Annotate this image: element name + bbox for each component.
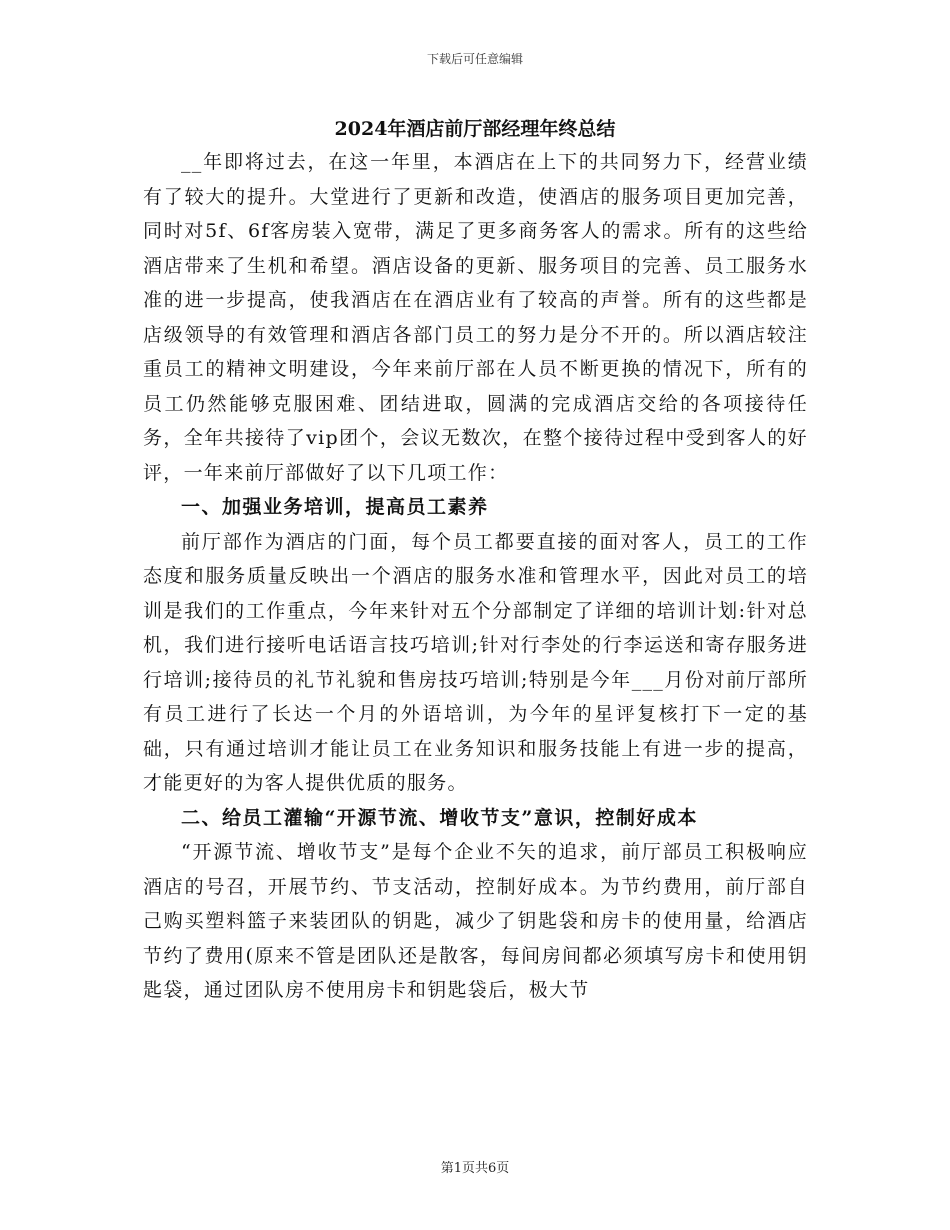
document-body — [143, 145, 808, 1008]
section-heading-2: 二、给员工灌输“开源节流、增收节支”意识，控制好成本 — [181, 806, 698, 829]
section-paragraph-1: 前厅部作为酒店的门面，每个员工都要直接的面对客人，员工的工作态度和服务质量反映出一个酒店的服务水准和管理水平，因此对员工的培训是我们的工作重点，今年来针对五个分部制定了详细的培训计划:针对总机，我们进行接听电话语言技巧培训;针对行李处的行李运送和寄存服务进行培训;接待员的礼节礼貌和售房技巧培训;特别是今年___月份对前厅部所有员工进行了长达一个月的外语培训，为今年的星评复核打下一定的基础，只有通过培训才能让员工在业务知识和服务技能上有进一步的提高，才能更好的为客人提供优质的服务。 — [143, 530, 808, 794]
document-title: 2024年酒店前厅部经理年终总结 — [334, 118, 616, 140]
intro-paragraph: __年即将过去，在这一年里，本酒店在上下的共同努力下，经营业绩有了较大的提升。大堂进行了更新和改造，使酒店的服务项目更加完善，同时对5f、6f客房装入宽带，满足了更多商务客人的需求。所有的这些给酒店带来了生机和希望。酒店设备的更新、服务项目的完善、员工服务水准的进一步提高，使我酒店在在酒店业有了较高的声誉。所有的这些都是店级领导的有效管理和酒店各部门员工的努力是分不开的。所以酒店较注重员工的精神文明建设，今年来前厅部在人员不断更换的情况下，所有的员工仍然能够克服困难、团结进取，圆满的完成酒店交给的各项接待任务，全年共接待了vip团个，会议无数次，在整个接待过程中受到客人的好评，一年来前厅部做好了以下几项工作： — [143, 151, 808, 484]
page-footer: 第1页共6页 — [440, 1161, 510, 1176]
section-paragraph-2: “开源节流、增收节支”是每个企业不矢的追求，前厅部员工积极响应酒店的号召，开展节约、节支活动，控制好成本。为节约费用，前厅部自己购买塑料篮子来装团队的钥匙，减少了钥匙袋和房卡的使用量，给酒店节约了费用(原来不管是团队还是散客，每间房间都必须填写房卡和使用钥匙袋，通过团队房不使用房卡和钥匙袋后，极大节 — [143, 841, 808, 1001]
page-header: 下载后可任意编辑 — [426, 52, 523, 66]
section-heading-1: 一、加强业务培训，提高员工素养 — [181, 496, 489, 518]
